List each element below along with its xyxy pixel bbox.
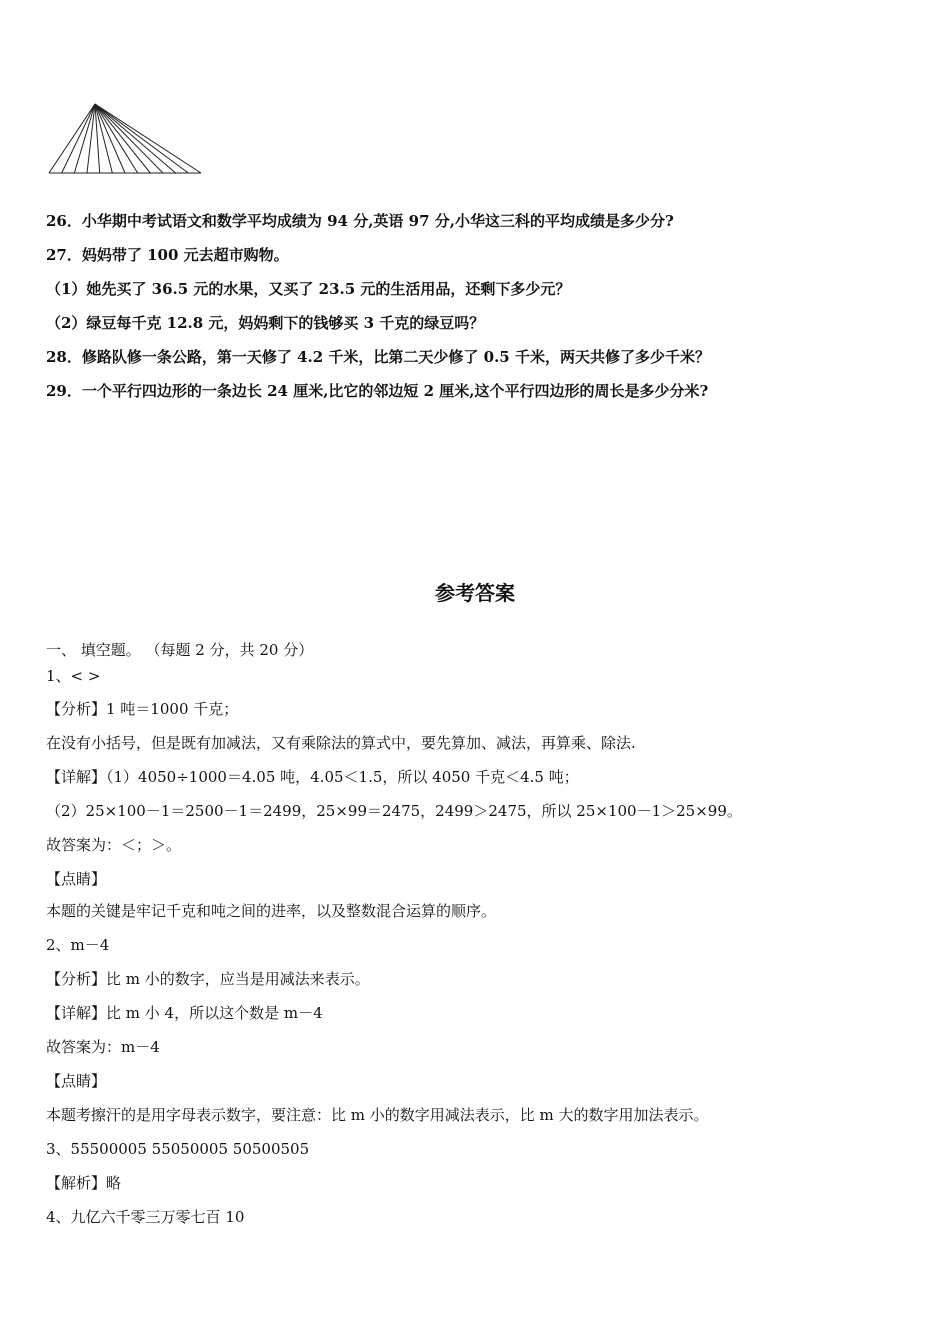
question-number: 26． [46,212,82,230]
answer-line: 【解析】略 [46,1174,122,1192]
answer-line: 【分析】比 m 小的数字，应当是用减法来表示。 [46,970,370,988]
answer-line: 故答案为：＜；＞。 [46,836,182,854]
triangle-fan-line [95,104,138,173]
answer-line: 1、< > [46,667,101,685]
triangle-fan-figure [46,100,206,180]
answer-line: 本题考擦汗的是用字母表示数字，要注意：比 m 小的数字用减法表示，比 m 大的数字用加法表示。 [46,1106,709,1124]
triangle-fan-line [62,104,95,173]
question-27 [46,244,289,266]
question-text: 一个平行四边形的一条边长 24 厘米,比它的邻边短 2 厘米,这个平行四边形的周长是多少分米? [81,382,709,400]
triangle-fan-line [95,104,176,173]
triangle-fan-line [95,104,163,173]
question-text: 妈妈带了 100 元去超市购物。 [81,246,289,264]
answer-line: 【详解】（1）4050÷1000＝4.05 吨，4.05＜1.5，所以 4050 千克＜4.5 吨； [46,768,579,786]
question-number: 27． [46,246,82,264]
question-text: （2）绿豆每千克 12.8 元，妈妈剩下的钱够买 3 千克的绿豆吗？ [46,314,485,332]
question-text: 小华期中考试语文和数学平均成绩为 94 分,英语 97 分,小华这三科的平均成绩是多少分? [81,212,674,230]
answer-line: 在没有小括号，但是既有加减法，又有乘除法的算式中，要先算加、减法，再算乘、除法. [46,734,636,752]
answer-line: 4、九亿六千零三万零七百 10 [46,1208,245,1226]
question-text: 修路队修一条公路，第一天修了 4.2 千米，比第二天少修了 0.5 千米，两天共修了多少千米？ [81,348,710,366]
question-text: （1）她先买了 36.5 元的水果，又买了 23.5 元的生活用品，还剩下多少元？ [46,280,571,298]
question-29 [46,380,708,402]
answer-line: （2）25×100－1＝2500－1＝2499，25×99＝2475，2499＞2475，所以 25×100－1＞25×99。 [46,802,742,820]
answer-line: 故答案为：m－4 [46,1038,160,1056]
answer-line: 本题的关键是牢记千克和吨之间的进率，以及整数混合运算的顺序。 [46,902,497,920]
question-number: 28． [46,348,82,366]
question-27-part-1 [46,278,570,300]
answer-line: 【点睛】 [46,1072,107,1090]
triangle-fan-line [95,104,201,173]
answers-title: 参考答案 [435,581,515,605]
answers-section-heading: 一、 填空题。 （每题 2 分，共 20 分） [46,641,314,659]
triangle-fan-line [74,104,95,173]
answer-line: 2、m－4 [46,936,110,954]
answer-line: 【点睛】 [46,870,107,888]
question-28 [46,346,710,368]
question-26 [46,210,674,232]
answer-line: 3、55500005 55050005 50500505 [46,1140,310,1158]
question-number: 29． [46,382,82,400]
answer-line: 【详解】比 m 小 4，所以这个数是 m－4 [46,1004,323,1022]
answer-line: 【分析】1 吨＝1000 千克； [46,700,239,718]
question-27-part-2 [46,312,484,334]
